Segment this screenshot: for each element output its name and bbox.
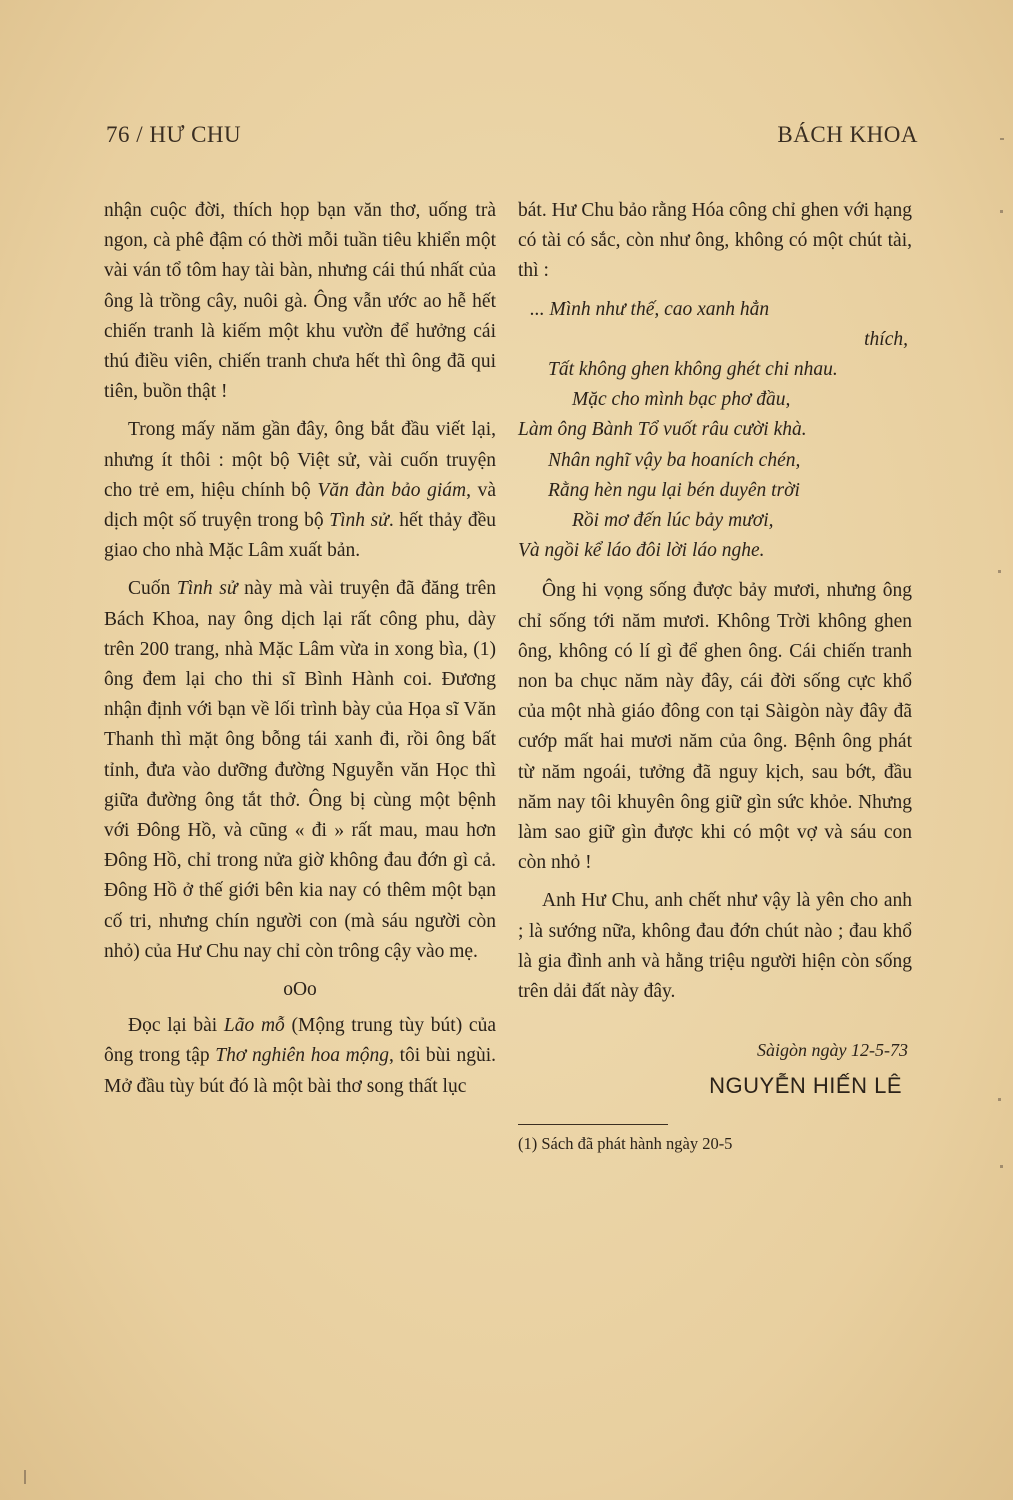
ink-speck — [1000, 210, 1003, 213]
footnote: (1) Sách đã phát hành ngày 20-5 — [518, 1133, 733, 1153]
ink-speck — [1000, 138, 1004, 140]
text-run: Cuốn — [128, 578, 177, 600]
book-title: Văn đàn bảo giám — [317, 479, 467, 501]
paragraph — [104, 1011, 496, 1102]
poem-line: Rồi mơ đến lúc bảy mươi, — [572, 510, 774, 532]
text-run: này mà vài truyện đã đăng trên Bách Khoa, nay ông dịch lại rất công phu, dày trên 200 trang, nhà Mặc Lâm vừa in xong bìa, (1) ông đem lại cho thi sĩ Bình Hành coi. Đương nhận định với bạn về lối trình bày của Họa sĩ Văn Thanh thì mặt ông bỗng tái xanh đi, rồi ông bất tỉnh, đưa vào dưỡng đường Nguyễn văn Học thì giữa đường ông tắt thở. Ông bị cùng một bệnh với Đông Hồ, và cũng « đi » rất mau, mau hơn Đông Hồ, chỉ trong nửa giờ không đau đớn gì cả. Đông Hồ ở thế giới bên kia nay có thêm một bạn cố tri, nhưng chín người con (mà sáu người còn nhỏ) của Hư Chu nay chỉ còn trông cậy vào mẹ. — [104, 578, 496, 962]
ink-speck — [998, 1098, 1001, 1101]
text-run: . hết thảy đều giao cho nhà Mặc Lâm xuất bản. — [104, 510, 496, 562]
paragraph: Ông hi vọng sống được bảy mươi, nhưng ông chỉ sống tới năm mươi. Không Trời không ghen ông, không có lí gì để ghen ông. Cái chiến tranh non ba chục năm này đây, cái đời sống cực khổ của một nhà giáo đông con tại Sàigòn này đây đã cướp mất hai mươi năm của ông. Bệnh ông phát từ năm ngoái, tưởng đã nguy kịch, sau bớt, đầu năm nay tôi khuyên ông giữ gìn sức khỏe. Nhưng làm sao giữ gìn được khi có một vợ và sáu con còn nhỏ ! — [518, 580, 912, 874]
essay-title: Lão mỗ — [223, 1015, 285, 1037]
poem-line: Và ngồi kể láo đôi lời láo nghe. — [518, 540, 765, 562]
date-line: Sàigòn ngày 12-5-73 — [757, 1040, 908, 1061]
paragraph — [104, 574, 496, 967]
poem-line: Mặc cho mình bạc phơ đầu, — [572, 389, 791, 411]
poem-line: thích, — [864, 328, 908, 350]
poem-line: Rằng hèn ngu lại bén duyên trời — [548, 479, 800, 501]
text-run: Trong mấy năm gần đây, ông bắt đầu viết lại, nhưng ít thôi : một bộ Việt sử, vài cuốn truyện cho trẻ em, hiệu chính bộ — [104, 419, 496, 501]
paragraph: bát. Hư Chu bảo rằng Hóa công chỉ ghen với hạng có tài có sắc, còn như ông, không có một chút tài, thì : — [518, 200, 912, 282]
book-title: Thơ nghiên hoa mộng — [215, 1045, 390, 1067]
book-title: Tình sử — [329, 510, 389, 532]
text-run: Đọc lại bài — [128, 1015, 224, 1037]
text-run: (Mộng trung tùy bút) của ông trong tập — [104, 1015, 496, 1067]
poem-line: Nhân nghĩ vậy ba hoaních chén, — [548, 449, 801, 471]
text-run: , tôi bùi ngùi. Mở đầu tùy bút đó là một bài thơ song thất lục — [104, 1045, 496, 1097]
text-run: , và dịch một số truyện trong bộ — [104, 479, 496, 532]
page-number-and-section: 76 / HƯ CHU — [106, 122, 242, 147]
section-separator: oOo — [283, 979, 317, 1001]
footnote-rule — [518, 1124, 668, 1125]
poem-line: Làm ông Bành Tổ vuốt râu cười khà. — [518, 419, 807, 441]
paragraph — [104, 415, 496, 566]
right-column — [518, 196, 912, 1155]
ink-speck — [1000, 1165, 1003, 1168]
ink-speck — [998, 570, 1001, 573]
poem — [518, 295, 912, 567]
magazine-title: BÁCH KHOA — [777, 122, 918, 147]
book-title: Tình sử — [176, 578, 238, 600]
running-header — [106, 122, 918, 154]
signoff — [518, 1035, 912, 1101]
left-column — [104, 196, 496, 1110]
ink-speck — [24, 1470, 26, 1484]
poem-line: Tất không ghen không ghét chi nhau. — [548, 359, 838, 381]
poem-line: ... Mình như thế, cao xanh hẳn — [530, 298, 770, 320]
paragraph: nhận cuộc đời, thích họp bạn văn thơ, uống trà ngon, cà phê đậm có thời mỗi tuần tiêu khiển một vài ván tổ tôm hay tài bàn, nhưng cái thú nhất của ông là trồng cây, nuôi gà. Ông vẫn ước ao hễ hết chiến tranh là kiếm một khu vườn để hưởng cái thú điều viên, chiến tranh chưa hết thì ông đã qui tiên, buồn thật ! — [104, 200, 496, 403]
paragraph: Anh Hư Chu, anh chết như vậy là yên cho anh ; là sướng nữa, không đau đớn chút nào ; đau khổ là gia đình anh và hằng triệu người hiện còn sống trên dải đất này đây. — [518, 890, 912, 1003]
author-name: NGUYỄN HIẾN LÊ — [709, 1073, 902, 1099]
